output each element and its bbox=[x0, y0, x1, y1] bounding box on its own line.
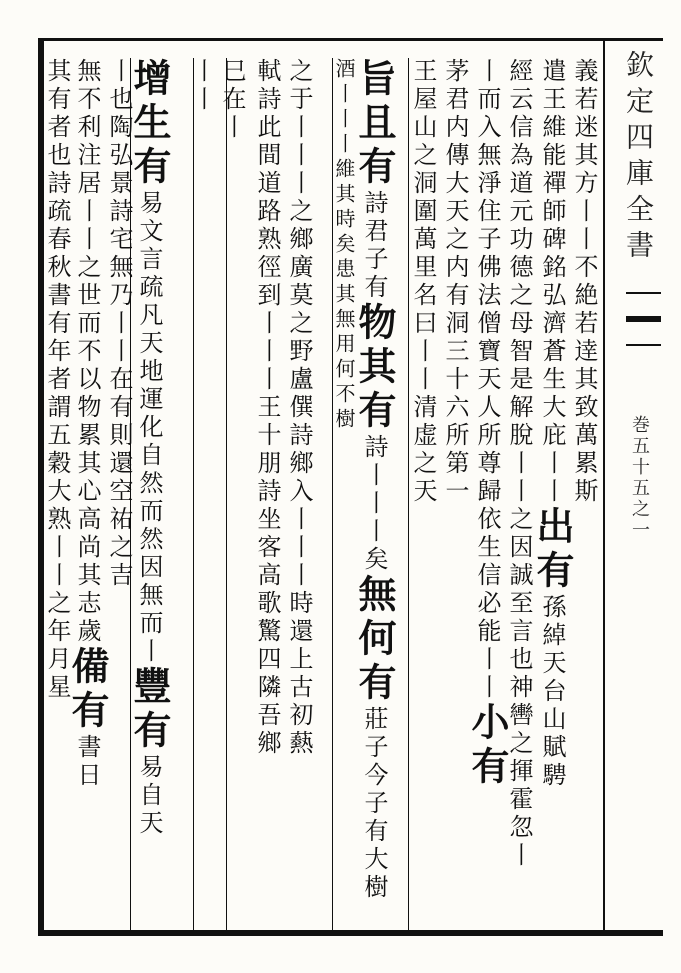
annotation-text: 患其無用何不樹 bbox=[332, 258, 356, 433]
text-column bbox=[465, 58, 510, 928]
text-column bbox=[252, 58, 282, 928]
annotation-text: 酒丨丨丨 bbox=[332, 58, 356, 158]
annotation-text: 維其時矣 bbox=[332, 158, 356, 258]
annotation-text: 祐之吉 bbox=[105, 506, 133, 590]
text-column bbox=[284, 58, 314, 928]
text-column bbox=[217, 58, 247, 928]
text-column bbox=[42, 58, 72, 928]
annotation-text: 孫綽天台山賦騁 bbox=[538, 594, 566, 790]
annotation-text: 丨而入無淨住子佛法僧寶天人所尊歸依生信必能丨丨 bbox=[473, 58, 501, 702]
annotation-text: 無不利注居丨丨之世而不以物累其心高尚其志歲 bbox=[73, 58, 101, 646]
annotation-text: 書日 bbox=[73, 734, 101, 790]
annotation-text: 之于丨丨丨之鄉廣莫之野盧僎詩鄉入丨丨丨時還上古初爇 bbox=[285, 58, 313, 758]
heading-entry: 豐有 bbox=[127, 666, 172, 754]
text-column bbox=[530, 58, 575, 928]
annotation-text: 巳在丨 bbox=[218, 58, 246, 142]
annotation-text: 王屋山之洞圍萬里名曰丨丨清虚之天 bbox=[409, 58, 437, 506]
text-column bbox=[329, 58, 359, 928]
text-column bbox=[569, 58, 599, 928]
annotation-text: 神轡之揮霍忽丨 bbox=[505, 674, 533, 870]
heading-entry: 增生有 bbox=[127, 58, 172, 190]
heading-entry: 出有 bbox=[530, 506, 575, 594]
heading-entry: 物其有 bbox=[352, 302, 397, 434]
volume-label: 巻五十五之一 bbox=[629, 415, 650, 541]
heading-entry: 小有 bbox=[465, 702, 510, 790]
annotation-text: 詩君子有 bbox=[360, 190, 388, 302]
text-column bbox=[440, 58, 470, 928]
text-column bbox=[65, 58, 110, 928]
annotation-text: 莊子今子有大樹 bbox=[360, 706, 388, 902]
fold-mark bbox=[626, 292, 661, 346]
annotation-text: 遣王維能禪師碑銘弘濟蒼生大庇丨丨 bbox=[538, 58, 566, 506]
annotation-text: 經云信為道元功德之母智是解脫丨丨之因誠至言也 bbox=[505, 58, 533, 674]
annotation-text: 軾詩此間道路熟徑到丨丨丨王十朋詩坐客高歌驚四隣吾鄉 bbox=[253, 58, 281, 758]
annotation-text: 茅君内傳大天之内有洞三十六所第一 bbox=[441, 58, 469, 506]
text-column bbox=[104, 58, 134, 928]
heading-entry: 旨且有 bbox=[352, 58, 397, 190]
text-column bbox=[408, 58, 438, 928]
book-title: 欽定四庫全書 bbox=[622, 50, 655, 266]
text-column bbox=[187, 58, 217, 928]
text-column bbox=[127, 58, 172, 928]
column-divider bbox=[603, 40, 605, 935]
annotation-text: 義若迷其方丨丨不絶若逹其致萬累斯 bbox=[570, 58, 598, 506]
text-column bbox=[352, 58, 397, 928]
annotation-text: 詩丨丨丨矣 bbox=[360, 434, 388, 574]
annotation-text: 丨也陶弘景詩宅無乃丨丨在有則還空 bbox=[105, 58, 133, 506]
annotation-text: 丨丨 bbox=[188, 58, 216, 114]
annotation-text: 其有者也詩疏春秋書有年者謂五穀大熟丨丨之年 bbox=[43, 58, 71, 646]
heading-entry: 備有 bbox=[65, 646, 110, 734]
annotation-text: 月星 bbox=[43, 646, 71, 702]
heading-entry: 無何有 bbox=[352, 574, 397, 706]
text-column bbox=[504, 58, 534, 928]
annotation-text: 易自天 bbox=[135, 754, 163, 838]
annotation-text: 易文言疏凡天地運化自然而然因無而丨 bbox=[135, 190, 163, 666]
